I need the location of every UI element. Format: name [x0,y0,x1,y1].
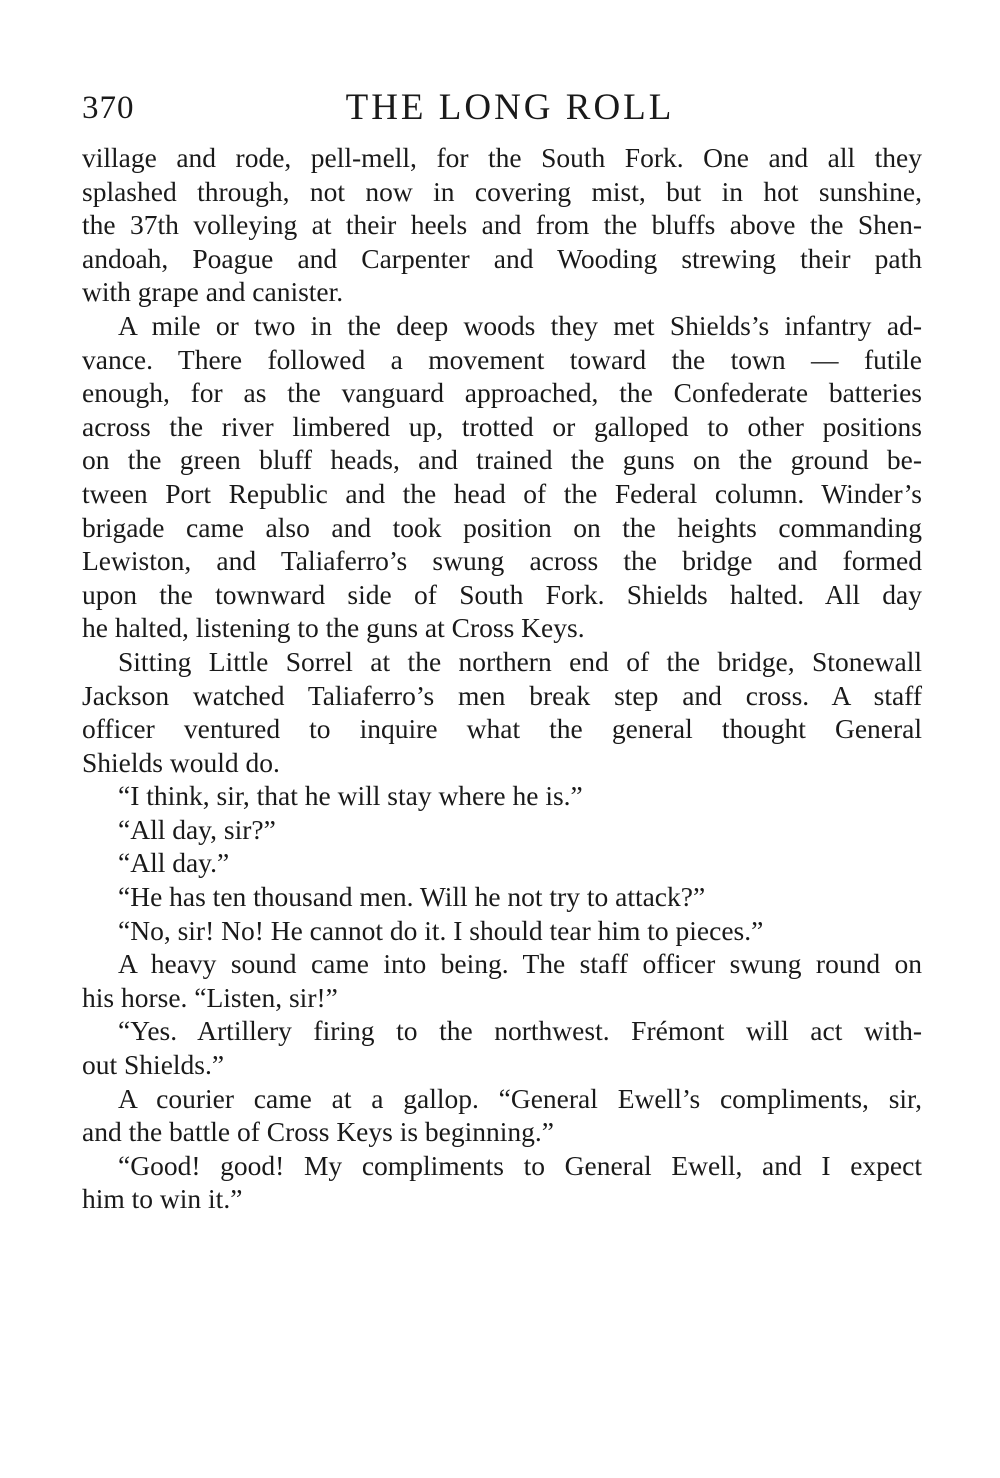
text-line: village and rode, pell-mell, for the South Fork. One and all they [82,142,922,173]
paragraph [82,1014,922,1081]
text-line: his horse. “Listen, sir!” [82,981,338,1013]
text-line: brigade came also and took position on the heights commanding [82,511,922,543]
text-line: Lewiston, and Taliaferro’s swung across the bridge and formed [82,545,922,577]
text-line: across the river limbered up, trotted or galloped to other positions [82,410,922,442]
text-line: enough, for as the vanguard approached, the Confederate batteries [82,377,922,409]
text-line: “I think, sir, that he will stay where he is.” [118,780,583,812]
text-line: “He has ten thousand men. Will he not try to attack?” [118,881,706,913]
text-line: A heavy sound came into being. The staff officer swung round on [118,948,922,980]
book-page [82,84,922,1216]
text-line: the 37th volleying at their heels and from the bluffs above the Shen- [82,209,922,241]
text-line: with grape and canister. [82,276,344,308]
text-line: officer ventured to inquire what the general thought General [82,713,922,745]
text-line: A courier came at a gallop. “General Ewell’s compliments, sir, [118,1082,922,1114]
text-line: A mile or two in the deep woods they met Shields’s infantry ad- [118,309,922,341]
paragraph [82,1082,922,1149]
body-text [82,141,922,1216]
page-header [82,84,922,134]
text-line: “Yes. Artillery firing to the northwest. Frémont will act with- [118,1015,922,1047]
page-number: 370 [82,90,135,126]
text-line: he halted, listening to the guns at Cross Keys. [82,612,585,644]
text-line: upon the townward side of South Fork. Shields halted. All day [82,578,922,610]
paragraph [82,813,922,847]
paragraph [82,141,922,309]
text-line: andoah, Poague and Carpenter and Wooding strewing their path [82,242,922,274]
paragraph [82,947,922,1014]
text-line: “No, sir! No! He cannot do it. I should tear him to pieces.” [118,914,764,946]
paragraph [82,779,922,813]
text-line: splashed through, not now in covering mist, but in hot sunshine, [82,175,922,207]
paragraph [82,1149,922,1216]
text-line: “Good! good! My compliments to General Ewell, and I expect [118,1149,922,1181]
text-line: Jackson watched Taliaferro’s men break step and cross. A staff [82,679,922,711]
text-line: tween Port Republic and the head of the Federal column. Winder’s [82,477,922,509]
paragraph [82,914,922,948]
text-line: and the battle of Cross Keys is beginning.” [82,1116,554,1148]
text-line: vance. There followed a movement toward the town — futile [82,343,922,375]
text-line: on the green bluff heads, and trained the guns on the ground be- [82,444,922,476]
text-line: Shields would do. [82,746,280,778]
text-line: “All day, sir?” [118,813,276,845]
paragraph [82,645,922,779]
text-line: “All day.” [118,847,230,879]
text-line: Sitting Little Sorrel at the northern end of the bridge, Stonewall [118,645,922,677]
text-line: him to win it.” [82,1183,243,1215]
paragraph [82,846,922,880]
paragraph [82,880,922,914]
paragraph [82,309,922,645]
text-line: out Shields.” [82,1049,225,1081]
running-title: THE LONG ROLL [345,87,675,128]
